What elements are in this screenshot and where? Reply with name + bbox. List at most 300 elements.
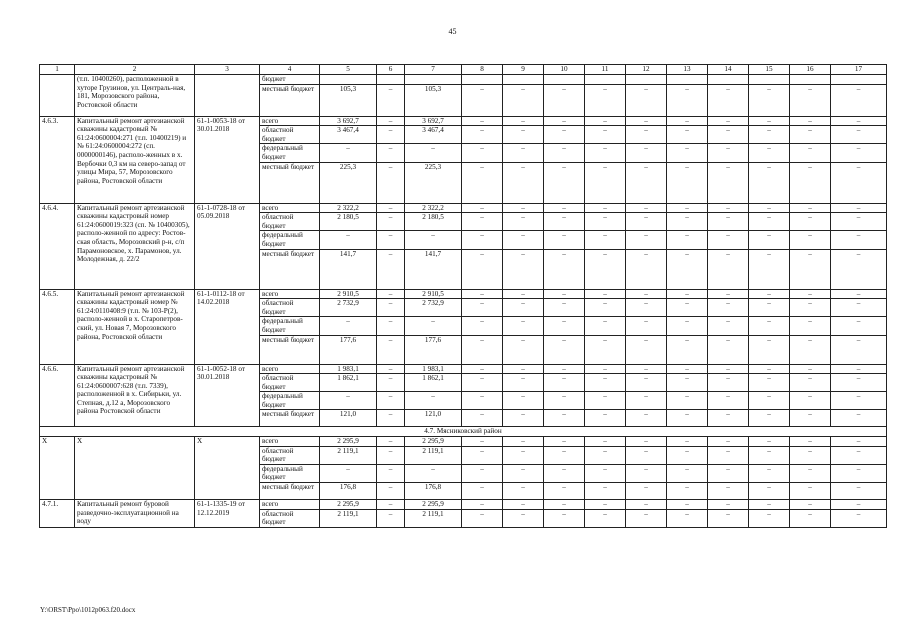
value-col-6: – — [377, 509, 405, 527]
value-col-6: – — [377, 126, 405, 144]
value-col-8: – — [462, 509, 503, 527]
value-col-13: – — [667, 126, 708, 144]
value-col-6: – — [377, 203, 405, 213]
value-col-6: – — [377, 392, 405, 410]
value-col-16: – — [790, 162, 831, 203]
value-col-17: – — [831, 317, 887, 335]
value-col-7: – — [405, 317, 462, 335]
value-col-5: – — [320, 317, 377, 335]
funding-source: местный бюджет — [260, 162, 320, 203]
value-col-8: – — [462, 410, 503, 427]
value-col-8: – — [462, 299, 503, 317]
value-col-17: – — [831, 446, 887, 464]
funding-source: федеральный бюджет — [260, 144, 320, 162]
value-col-8: – — [462, 144, 503, 162]
value-col-5: 2 180,5 — [320, 213, 377, 231]
value-col-17: – — [831, 84, 887, 116]
value-col-6: – — [377, 116, 405, 126]
value-col-13: – — [667, 335, 708, 364]
value-col-14: – — [708, 364, 749, 374]
value-col-13: – — [667, 231, 708, 249]
value-col-12: – — [626, 364, 667, 374]
funding-source: областной бюджет — [260, 374, 320, 392]
value-col-15: – — [749, 126, 790, 144]
column-number-5: 5 — [320, 65, 377, 75]
item-number: 4.6.3. — [40, 116, 75, 203]
value-col-8: – — [462, 437, 503, 447]
value-col-10: – — [544, 213, 585, 231]
value-col-7: 2 910,5 — [405, 289, 462, 299]
value-col-9: – — [503, 162, 544, 203]
value-col-15: – — [749, 446, 790, 464]
value-col-14: – — [708, 446, 749, 464]
value-col-16: – — [790, 203, 831, 213]
value-col-11: – — [585, 116, 626, 126]
value-col-11: – — [585, 500, 626, 510]
value-col-17: – — [831, 144, 887, 162]
value-col-15: – — [749, 162, 790, 203]
value-col-9: – — [503, 203, 544, 213]
item-description: Капитальный ремонт буровой разведочно-эксплуатационной на воду — [75, 500, 195, 528]
value-col-6: – — [377, 213, 405, 231]
value-col-8: – — [462, 483, 503, 500]
value-col-13: – — [667, 84, 708, 116]
item-description: Капитальный ремонт артезианской скважины кадастровый номер № 61:24:0110408:9 (т.п. № 103-Р(2), располо-женной в х. Старопетров-ский, ул. Новая 7, Морозовского района, Ростовской области — [75, 289, 195, 364]
value-col-10: – — [544, 144, 585, 162]
value-col-6: – — [377, 374, 405, 392]
value-col-12: – — [626, 437, 667, 447]
value-col-8: – — [462, 446, 503, 464]
value-col-9: – — [503, 116, 544, 126]
item-description: Капитальный ремонт артезианской скважины кадастровый номер 61:24:0600019:323 (сп. № 10400305), располо-женной по адресу: Ростов-ская область, Морозовский р-н, с/п Парамоновское, х. Парамонов, ул. Молодежная, д. 22/2 — [75, 203, 195, 289]
value-col-11: – — [585, 203, 626, 213]
item-document: 61-1-0053-18 от 30.01.2018 — [195, 116, 260, 203]
funding-source: местный бюджет — [260, 410, 320, 427]
value-col-15: – — [749, 335, 790, 364]
value-col-5: – — [320, 392, 377, 410]
value-col-16: – — [790, 299, 831, 317]
value-col-10: – — [544, 464, 585, 482]
value-col-17: – — [831, 464, 887, 482]
value-col-6: – — [377, 335, 405, 364]
value-col-9 — [503, 75, 544, 85]
value-col-6: – — [377, 249, 405, 289]
value-col-12: – — [626, 116, 667, 126]
value-col-12: – — [626, 213, 667, 231]
value-col-11: – — [585, 299, 626, 317]
value-col-15: – — [749, 144, 790, 162]
value-col-17: – — [831, 299, 887, 317]
value-col-11: – — [585, 317, 626, 335]
value-col-14: – — [708, 289, 749, 299]
value-col-13 — [667, 75, 708, 85]
value-col-16: – — [790, 317, 831, 335]
value-col-10: – — [544, 116, 585, 126]
value-col-9: – — [503, 231, 544, 249]
value-col-5: 2 732,9 — [320, 299, 377, 317]
value-col-17: – — [831, 213, 887, 231]
item-document: 61-1-0728-18 от 05.09.2018 — [195, 203, 260, 289]
value-col-8: – — [462, 231, 503, 249]
item-document: 61-1-1335-19 от 12.12.2019 — [195, 500, 260, 528]
value-col-14: – — [708, 509, 749, 527]
value-col-10: – — [544, 437, 585, 447]
value-col-15: – — [749, 249, 790, 289]
value-col-5: 2 295,9 — [320, 500, 377, 510]
item-number — [40, 75, 75, 117]
funding-source: федеральный бюджет — [260, 231, 320, 249]
value-col-9: – — [503, 410, 544, 427]
column-number-11: 11 — [585, 65, 626, 75]
value-col-12 — [626, 75, 667, 85]
value-col-8: – — [462, 317, 503, 335]
value-col-15: – — [749, 392, 790, 410]
value-col-14: – — [708, 335, 749, 364]
value-col-6: – — [377, 317, 405, 335]
value-col-6: – — [377, 500, 405, 510]
value-col-16: – — [790, 446, 831, 464]
value-col-15: – — [749, 500, 790, 510]
value-col-13: – — [667, 446, 708, 464]
value-col-17: – — [831, 249, 887, 289]
value-col-6: – — [377, 446, 405, 464]
value-col-16: – — [790, 213, 831, 231]
value-col-12: – — [626, 289, 667, 299]
value-col-11: – — [585, 289, 626, 299]
value-col-13: – — [667, 364, 708, 374]
value-col-7: 1 862,1 — [405, 374, 462, 392]
funding-source: всего — [260, 289, 320, 299]
funding-source: областной бюджет — [260, 509, 320, 527]
value-col-14: – — [708, 374, 749, 392]
value-col-9: – — [503, 213, 544, 231]
section-title: 4.7. Мясниковский район — [40, 427, 887, 437]
value-col-17: – — [831, 289, 887, 299]
value-col-5: 2 119,1 — [320, 446, 377, 464]
table-row — [40, 364, 887, 374]
value-col-12: – — [626, 374, 667, 392]
value-col-6: – — [377, 299, 405, 317]
value-col-8: – — [462, 213, 503, 231]
value-col-11: – — [585, 392, 626, 410]
value-col-6: – — [377, 464, 405, 482]
value-col-16: – — [790, 509, 831, 527]
value-col-5 — [320, 75, 377, 85]
value-col-10: – — [544, 410, 585, 427]
value-col-6: – — [377, 84, 405, 116]
value-col-12: – — [626, 203, 667, 213]
value-col-8 — [462, 75, 503, 85]
value-col-14: – — [708, 437, 749, 447]
column-number-15: 15 — [749, 65, 790, 75]
funding-source: всего — [260, 437, 320, 447]
value-col-7: 2 322,2 — [405, 203, 462, 213]
value-col-14: – — [708, 500, 749, 510]
value-col-10: – — [544, 364, 585, 374]
value-col-11: – — [585, 213, 626, 231]
value-col-8: – — [462, 289, 503, 299]
value-col-7: 105,3 — [405, 84, 462, 116]
value-col-11: – — [585, 437, 626, 447]
value-col-14 — [708, 75, 749, 85]
value-col-12: – — [626, 509, 667, 527]
value-col-7 — [405, 75, 462, 85]
value-col-7: 2 119,1 — [405, 509, 462, 527]
value-col-12: – — [626, 84, 667, 116]
value-col-8: – — [462, 126, 503, 144]
value-col-5: 141,7 — [320, 249, 377, 289]
value-col-12: – — [626, 392, 667, 410]
table-row — [40, 289, 887, 299]
value-col-9: – — [503, 392, 544, 410]
value-col-12: – — [626, 410, 667, 427]
value-col-13: – — [667, 116, 708, 126]
value-col-5: – — [320, 144, 377, 162]
column-number-17: 17 — [831, 65, 887, 75]
value-col-15: – — [749, 299, 790, 317]
value-col-15: – — [749, 289, 790, 299]
value-col-14: – — [708, 126, 749, 144]
value-col-13: – — [667, 500, 708, 510]
value-col-10: – — [544, 299, 585, 317]
value-col-11: – — [585, 483, 626, 500]
column-number-3: 3 — [195, 65, 260, 75]
value-col-15: – — [749, 213, 790, 231]
value-col-16: – — [790, 126, 831, 144]
value-col-13: – — [667, 374, 708, 392]
funding-source: всего — [260, 364, 320, 374]
value-col-9: – — [503, 509, 544, 527]
value-col-5: 2 295,9 — [320, 437, 377, 447]
value-col-12: – — [626, 299, 667, 317]
value-col-9: – — [503, 144, 544, 162]
value-col-10: – — [544, 335, 585, 364]
value-col-13: – — [667, 162, 708, 203]
item-document — [195, 75, 260, 117]
value-col-10: – — [544, 392, 585, 410]
section-title-row — [40, 427, 887, 437]
table-row — [40, 500, 887, 510]
value-col-11: – — [585, 464, 626, 482]
value-col-10: – — [544, 126, 585, 144]
value-col-17: – — [831, 116, 887, 126]
value-col-13: – — [667, 144, 708, 162]
value-col-16: – — [790, 144, 831, 162]
value-col-16: – — [790, 84, 831, 116]
value-col-12: – — [626, 335, 667, 364]
item-document: 61-1-0112-18 от 14.02.2018 — [195, 289, 260, 364]
value-col-15: – — [749, 364, 790, 374]
value-col-17: – — [831, 392, 887, 410]
column-number-2: 2 — [75, 65, 195, 75]
file-path-footer: Y:\ORST\Ppo\1012p063.f20.docx — [40, 606, 136, 614]
value-col-10: – — [544, 289, 585, 299]
table-body — [40, 65, 887, 528]
column-number-6: 6 — [377, 65, 405, 75]
value-col-12: – — [626, 126, 667, 144]
value-col-15: – — [749, 231, 790, 249]
value-col-17: – — [831, 335, 887, 364]
value-col-7: 2 180,5 — [405, 213, 462, 231]
table-row — [40, 75, 887, 85]
value-col-10: – — [544, 317, 585, 335]
value-col-12: – — [626, 144, 667, 162]
value-col-15: – — [749, 116, 790, 126]
value-col-8: – — [462, 203, 503, 213]
value-col-6: – — [377, 483, 405, 500]
value-col-13: – — [667, 299, 708, 317]
value-col-8: – — [462, 374, 503, 392]
value-col-5: – — [320, 231, 377, 249]
funding-source: местный бюджет — [260, 483, 320, 500]
value-col-9: – — [503, 335, 544, 364]
value-col-15 — [749, 75, 790, 85]
value-col-11: – — [585, 374, 626, 392]
value-col-7: – — [405, 144, 462, 162]
value-col-9: – — [503, 446, 544, 464]
value-col-10: – — [544, 249, 585, 289]
value-col-17: – — [831, 410, 887, 427]
item-number: 4.7.1. — [40, 500, 75, 528]
item-description: Капитальный ремонт артезианской скважины кадастровый № 61:24:0600007:628 (т.п. 7339), расположенной в х. Сибирьки, ул. Степная, д.12 а, Морозовского района Ростовской области — [75, 364, 195, 427]
value-col-17: – — [831, 364, 887, 374]
value-col-17: – — [831, 203, 887, 213]
funding-source: местный бюджет — [260, 84, 320, 116]
value-col-15: – — [749, 410, 790, 427]
value-col-13: – — [667, 437, 708, 447]
value-col-11: – — [585, 509, 626, 527]
value-col-14: – — [708, 249, 749, 289]
value-col-11: – — [585, 446, 626, 464]
value-col-7: 141,7 — [405, 249, 462, 289]
value-col-16: – — [790, 364, 831, 374]
value-col-14: – — [708, 116, 749, 126]
column-number-8: 8 — [462, 65, 503, 75]
financing-table — [39, 64, 887, 528]
value-col-13: – — [667, 317, 708, 335]
funding-source: всего — [260, 500, 320, 510]
value-col-7: 176,8 — [405, 483, 462, 500]
value-col-6: – — [377, 162, 405, 203]
funding-source: областной бюджет — [260, 213, 320, 231]
column-number-14: 14 — [708, 65, 749, 75]
item-number: 4.6.5. — [40, 289, 75, 364]
value-col-13: – — [667, 392, 708, 410]
value-col-13: – — [667, 213, 708, 231]
value-col-9: – — [503, 500, 544, 510]
value-col-10: – — [544, 84, 585, 116]
value-col-8: – — [462, 364, 503, 374]
value-col-14: – — [708, 410, 749, 427]
value-col-15: – — [749, 464, 790, 482]
value-col-14: – — [708, 464, 749, 482]
value-col-9: – — [503, 374, 544, 392]
item-description: Х — [75, 437, 195, 500]
column-number-16: 16 — [790, 65, 831, 75]
value-col-6: – — [377, 231, 405, 249]
value-col-5: 1 983,1 — [320, 364, 377, 374]
value-col-16: – — [790, 410, 831, 427]
value-col-7: 2 295,9 — [405, 500, 462, 510]
value-col-6: – — [377, 289, 405, 299]
funding-source: бюджет — [260, 75, 320, 85]
value-col-14: – — [708, 483, 749, 500]
value-col-5: 2 910,5 — [320, 289, 377, 299]
value-col-7: 2 295,9 — [405, 437, 462, 447]
value-col-9: – — [503, 437, 544, 447]
value-col-5: 225,3 — [320, 162, 377, 203]
value-col-14: – — [708, 392, 749, 410]
value-col-6: – — [377, 437, 405, 447]
value-col-16: – — [790, 464, 831, 482]
funding-source: всего — [260, 116, 320, 126]
value-col-14: – — [708, 231, 749, 249]
value-col-16: – — [790, 335, 831, 364]
value-col-12: – — [626, 500, 667, 510]
value-col-9: – — [503, 483, 544, 500]
value-col-17: – — [831, 231, 887, 249]
value-col-13: – — [667, 249, 708, 289]
column-number-row — [40, 65, 887, 75]
value-col-9: – — [503, 299, 544, 317]
value-col-6: – — [377, 144, 405, 162]
value-col-5: 3 692,7 — [320, 116, 377, 126]
funding-source: местный бюджет — [260, 335, 320, 364]
funding-source: федеральный бюджет — [260, 317, 320, 335]
value-col-8: – — [462, 335, 503, 364]
value-col-11: – — [585, 249, 626, 289]
value-col-7: 177,6 — [405, 335, 462, 364]
value-col-15: – — [749, 437, 790, 447]
value-col-12: – — [626, 162, 667, 203]
value-col-9: – — [503, 289, 544, 299]
value-col-5: 121,0 — [320, 410, 377, 427]
value-col-14: – — [708, 299, 749, 317]
value-col-14: – — [708, 144, 749, 162]
value-col-17: – — [831, 509, 887, 527]
value-col-7: 225,3 — [405, 162, 462, 203]
value-col-11 — [585, 75, 626, 85]
value-col-11: – — [585, 410, 626, 427]
value-col-13: – — [667, 289, 708, 299]
value-col-5: 105,3 — [320, 84, 377, 116]
value-col-16: – — [790, 116, 831, 126]
value-col-16: – — [790, 483, 831, 500]
value-col-9: – — [503, 126, 544, 144]
funding-source: федеральный бюджет — [260, 392, 320, 410]
column-number-1: 1 — [40, 65, 75, 75]
item-number: 4.6.6. — [40, 364, 75, 427]
value-col-17: – — [831, 374, 887, 392]
value-col-16: – — [790, 374, 831, 392]
value-col-17: – — [831, 126, 887, 144]
value-col-8: – — [462, 116, 503, 126]
value-col-7: – — [405, 231, 462, 249]
value-col-15: – — [749, 509, 790, 527]
item-description: (т.п. 10400260), расположенной в хуторе Грузинов, ул. Централь-ная, 181, Морозовского района, Ростовской области — [75, 75, 195, 117]
value-col-15: – — [749, 483, 790, 500]
value-col-10: – — [544, 446, 585, 464]
value-col-8: – — [462, 249, 503, 289]
value-col-17: – — [831, 500, 887, 510]
value-col-12: – — [626, 446, 667, 464]
value-col-14: – — [708, 317, 749, 335]
value-col-8: – — [462, 162, 503, 203]
table-row — [40, 437, 887, 447]
page-number: 45 — [448, 27, 457, 36]
funding-source: областной бюджет — [260, 299, 320, 317]
value-col-14: – — [708, 213, 749, 231]
